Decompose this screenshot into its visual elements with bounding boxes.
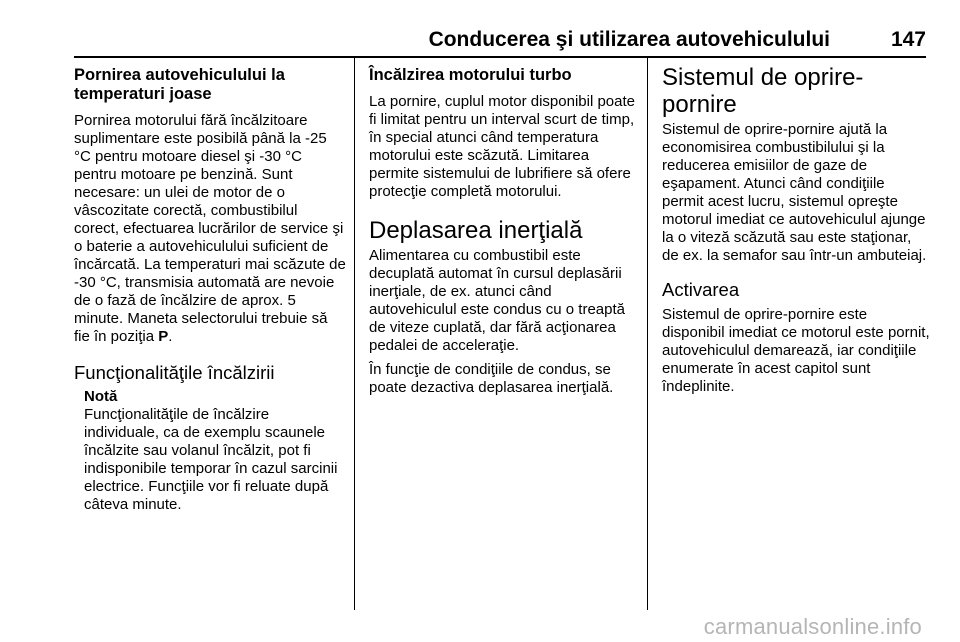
column-divider-1 — [354, 58, 355, 610]
coasting-paragraph-1: Alimentarea cu combustibil este decuplată automat în cursul deplasării inerţiale, de ex. atunci când autovehiculul este condus cu o treaptă de viteze cuplată, dar fără acţionarea pedalei de acceleraţie. — [369, 247, 626, 354]
cold-start-text: Pornirea motorului fără încălzitoare suplimentare este posibilă până la -25 °C pentru motoare diesel şi -30 °C pentru motoare pe benzină. Sunt necesare: un ulei de motor de o vâscozitate corectă, combustibilul corect, efectuarea lucrărilor de service şi o baterie a autovehiculului suficient de încărcată. La temperaturi mai scăzute de -30 °C, transmisia automată are nevoie de o fază de încălzire de aprox. 5 minute. Maneta selectorului trebuie să fie în poziţia — [74, 112, 346, 345]
watermark: carmanualsonline.info — [703, 614, 922, 639]
coasting-paragraph-2: În funcţie de condiţiile de condus, se poate dezactiva deplasarea inerţială. — [369, 361, 614, 396]
column-1 — [74, 58, 346, 514]
note-box — [84, 388, 346, 514]
section-heading-heating: Funcţionalităţile încălzirii — [74, 362, 275, 383]
section-heading-turbo: Încălzirea motorului turbo — [369, 66, 572, 84]
column-3 — [662, 58, 930, 396]
page-header — [74, 22, 926, 58]
note-text: Funcţionalităţile de încălzire individuale, ca de exemplu scaunele încălzite sau volanul încălzit, pot fi indisponibile temporar în cazul sarcinii electrice. Funcţiile vor fi reluate după câteva minute. — [84, 406, 338, 513]
column-2 — [369, 58, 639, 397]
section-heading-cold-start: Pornirea autovehiculului la temperaturi joase — [74, 66, 285, 103]
column-divider-2 — [647, 58, 648, 610]
turbo-paragraph: La pornire, cuplul motor disponibil poate fi limitat pentru un interval scurt de timp, în special atunci când temperatura motorului este scăzută. Limitarea permite sistemului de lubrifiere să ofere protecţie completă motorului. — [369, 93, 635, 200]
note-label: Notă — [84, 388, 118, 405]
section-heading-activation: Activarea — [662, 279, 740, 300]
section-heading-stop-start: Sistemul de oprire-pornire — [662, 64, 864, 118]
activation-paragraph: Sistemul de oprire-pornire este disponibil imediat ce motorul este pornit, autovehiculul demarează, iar condiţiile enumerate în acest capitol sunt îndeplinite. — [662, 306, 930, 395]
chapter-title: Conducerea şi utilizarea autovehiculului — [428, 28, 830, 51]
selector-position-p: P — [158, 328, 169, 345]
page-number: 147 — [890, 28, 926, 51]
cold-start-text-end: . — [168, 328, 173, 345]
cold-start-paragraph — [74, 112, 346, 346]
stop-start-paragraph: Sistemul de oprire-pornire ajută la economisirea combustibilului şi la reducerea emisiilor de gaze de eşapament. Atunci când condiţiile permit acest lucru, sistemul opreşte motorul imediat ce autovehiculul ajunge la o viteză scăzută sau este staţionar, de ex. la semafor sau într-un ambuteiaj. — [662, 121, 927, 264]
section-heading-coasting: Deplasarea inerţială — [369, 217, 583, 244]
